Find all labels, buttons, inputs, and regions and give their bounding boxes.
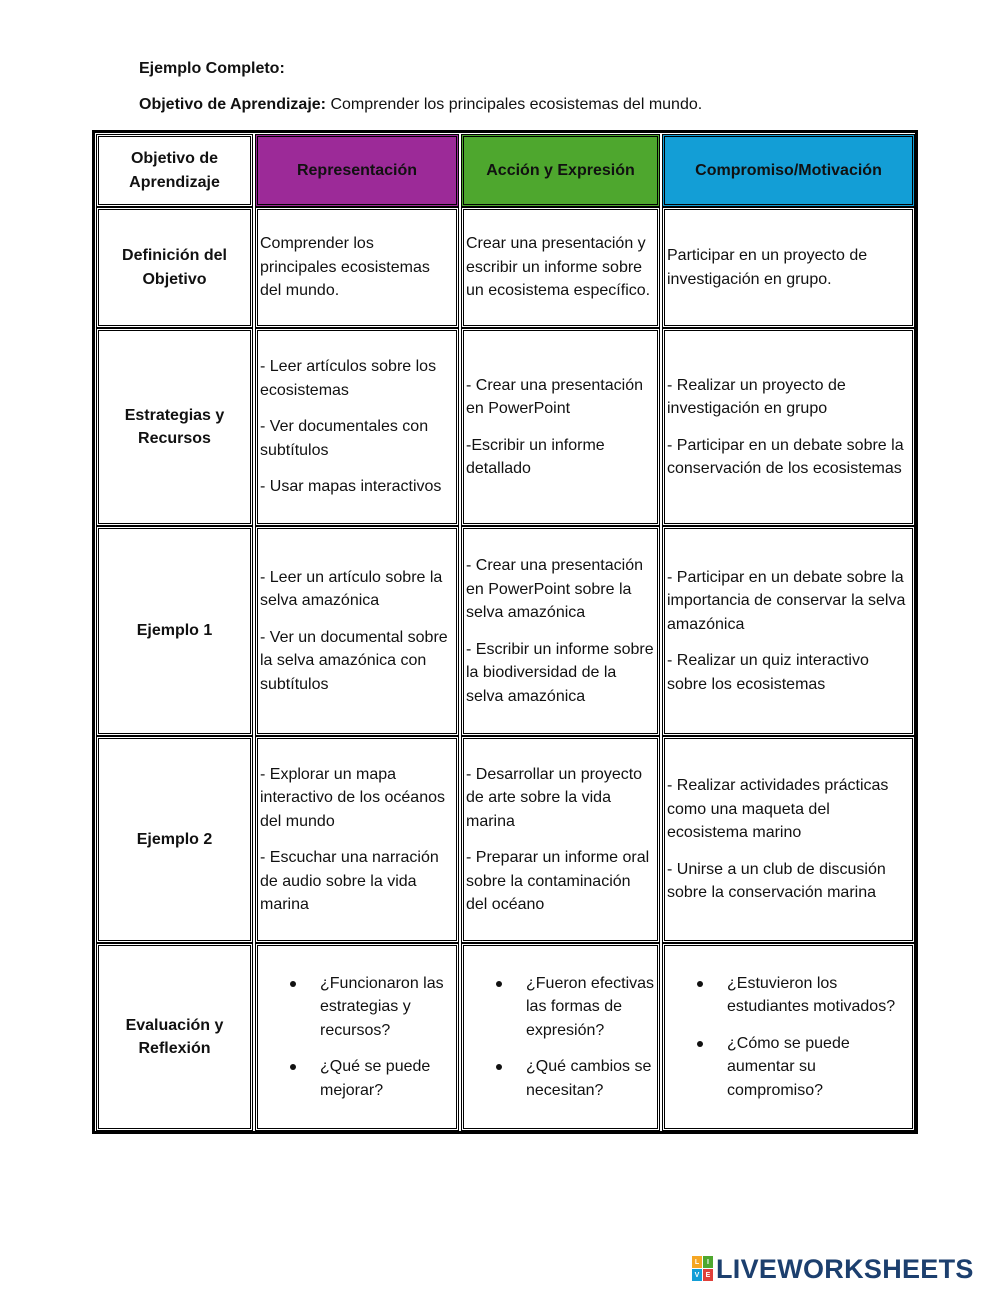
bullet-icon (290, 1064, 296, 1070)
corner-header-label: Objetivo de Aprendizaje (129, 150, 220, 191)
cell-ejemplo1-representacion (255, 526, 459, 736)
cell-text: - Ver documentales con subtítulos (260, 418, 429, 459)
cell-ejemplo2-accion (461, 736, 660, 943)
column-header-label: Compromiso/Motivación (695, 161, 882, 179)
cell-text: - Participar en un debate sobre la conservación de los ecosistemas (667, 436, 904, 477)
bullet-text: ¿Cómo se puede aumentar su compromiso? (727, 1034, 850, 1099)
cell-text: - Ver un documental sobre la selva amazónica con subtítulos (260, 628, 448, 693)
cell-text: - Realizar un proyecto de investigación en grupo (667, 376, 846, 417)
cell-text: - Crear una presentación en PowerPoint (466, 376, 643, 417)
logo-mark-letter: V (692, 1269, 702, 1281)
row-header-label: Evaluación y Reflexión (125, 1016, 224, 1057)
column-header-label: Representación (296, 161, 418, 179)
cell-text: - Participar en un debate sobre la importancia de conservar la selva amazónica (667, 568, 906, 633)
cell-text: - Desarrollar un proyecto de arte sobre la vida marina (466, 765, 643, 830)
bullet-item (466, 972, 655, 1043)
row-header-label: Estrategias y Recursos (124, 406, 225, 447)
cell-estrategias-representacion (255, 328, 459, 526)
liveworksheets-logo-icon (692, 1256, 714, 1282)
cell-evaluacion-representacion (255, 943, 459, 1131)
row-header-evaluacion (96, 943, 253, 1131)
cell-text: - Realizar un quiz interactivo sobre los ecosistemas (667, 652, 869, 693)
cell-text: - Escribir un informe sobre la biodiversidad de la selva amazónica (466, 640, 654, 705)
bullet-item (667, 972, 910, 1019)
column-header-representacion (255, 134, 459, 207)
logo-mark-letter: L (692, 1256, 702, 1268)
objective-text: Comprender los principales ecosistemas del mundo. (330, 96, 703, 113)
row-header-definicion (96, 207, 253, 328)
row-header-label: Ejemplo 2 (136, 830, 213, 848)
bullet-item (466, 1055, 655, 1102)
cell-text: -Escribir un informe detallado (466, 436, 605, 477)
cell-text: - Crear una presentación en PowerPoint sobre la selva amazónica (466, 557, 643, 621)
logo-mark-letter: I (703, 1256, 713, 1268)
learning-objective (139, 96, 702, 114)
bullet-item (260, 1055, 454, 1102)
cell-text: - Explorar un mapa interactivo de los océanos del mundo (260, 765, 445, 830)
logo-mark-letter: E (703, 1269, 713, 1281)
cell-estrategias-compromiso (662, 328, 915, 526)
cell-text: Participar en un proyecto de investigación en grupo. (667, 247, 868, 288)
cell-definicion-representacion (255, 207, 459, 328)
bullet-item (260, 972, 454, 1043)
cell-ejemplo2-compromiso (662, 736, 915, 943)
cell-ejemplo1-accion (461, 526, 660, 736)
bullet-icon (496, 1064, 502, 1070)
bullet-text: ¿Fueron efectivas las formas de expresión? (526, 974, 655, 1039)
column-header-accion-expresion (461, 134, 660, 207)
row-header-label: Definición del Objetivo (122, 247, 227, 288)
corner-header (96, 134, 253, 207)
row-header-ejemplo-2 (96, 736, 253, 943)
page-heading: Ejemplo Completo: (139, 60, 285, 77)
cell-text: - Leer un artículo sobre la selva amazónica (260, 568, 443, 610)
logo-text: LIVEWORKSHEETS (716, 1253, 974, 1284)
liveworksheets-logo[interactable] (692, 1252, 974, 1286)
cell-text: - Escuchar una narración de audio sobre la vida marina (260, 849, 439, 913)
cell-evaluacion-compromiso (662, 943, 915, 1131)
bullet-item (667, 1032, 910, 1103)
cell-text: - Realizar actividades prácticas como una maqueta del ecosistema marino (667, 777, 889, 842)
cell-text: - Leer artículos sobre los ecosistemas (260, 358, 437, 399)
bullet-text: ¿Qué cambios se necesitan? (526, 1058, 652, 1099)
bullet-icon (496, 981, 502, 987)
bullet-text: ¿Estuvieron los estudiantes motivados? (727, 974, 896, 1016)
row-header-estrategias (96, 328, 253, 526)
cell-definicion-compromiso (662, 207, 915, 328)
cell-text: - Usar mapas interactivos (260, 478, 442, 496)
column-header-label: Acción y Expresión (486, 161, 635, 179)
cell-ejemplo2-representacion (255, 736, 459, 943)
objective-label: Objetivo de Aprendizaje: (139, 96, 326, 113)
cell-evaluacion-accion (461, 943, 660, 1131)
cell-text: Comprender los principales ecosistemas del mundo. (260, 235, 430, 300)
bullet-text: ¿Qué se puede mejorar? (320, 1058, 431, 1099)
cell-ejemplo1-compromiso (662, 526, 915, 736)
bullet-icon (697, 981, 703, 987)
row-header-ejemplo-1 (96, 526, 253, 736)
bullet-icon (697, 1041, 703, 1047)
cell-definicion-accion (461, 207, 660, 328)
bullet-text: ¿Funcionaron las estrategias y recursos? (320, 974, 444, 1039)
cell-text: - Preparar un informe oral sobre la contaminación del océano (466, 849, 650, 913)
row-header-label: Ejemplo 1 (136, 622, 213, 640)
cell-text: - Unirse a un club de discusión sobre la conservación marina (667, 860, 886, 902)
cell-estrategias-accion (461, 328, 660, 526)
column-header-compromiso-motivacion (662, 134, 915, 207)
bullet-icon (290, 981, 296, 987)
cell-text: Crear una presentación y escribir un informe sobre un ecosistema específico. (466, 235, 651, 300)
